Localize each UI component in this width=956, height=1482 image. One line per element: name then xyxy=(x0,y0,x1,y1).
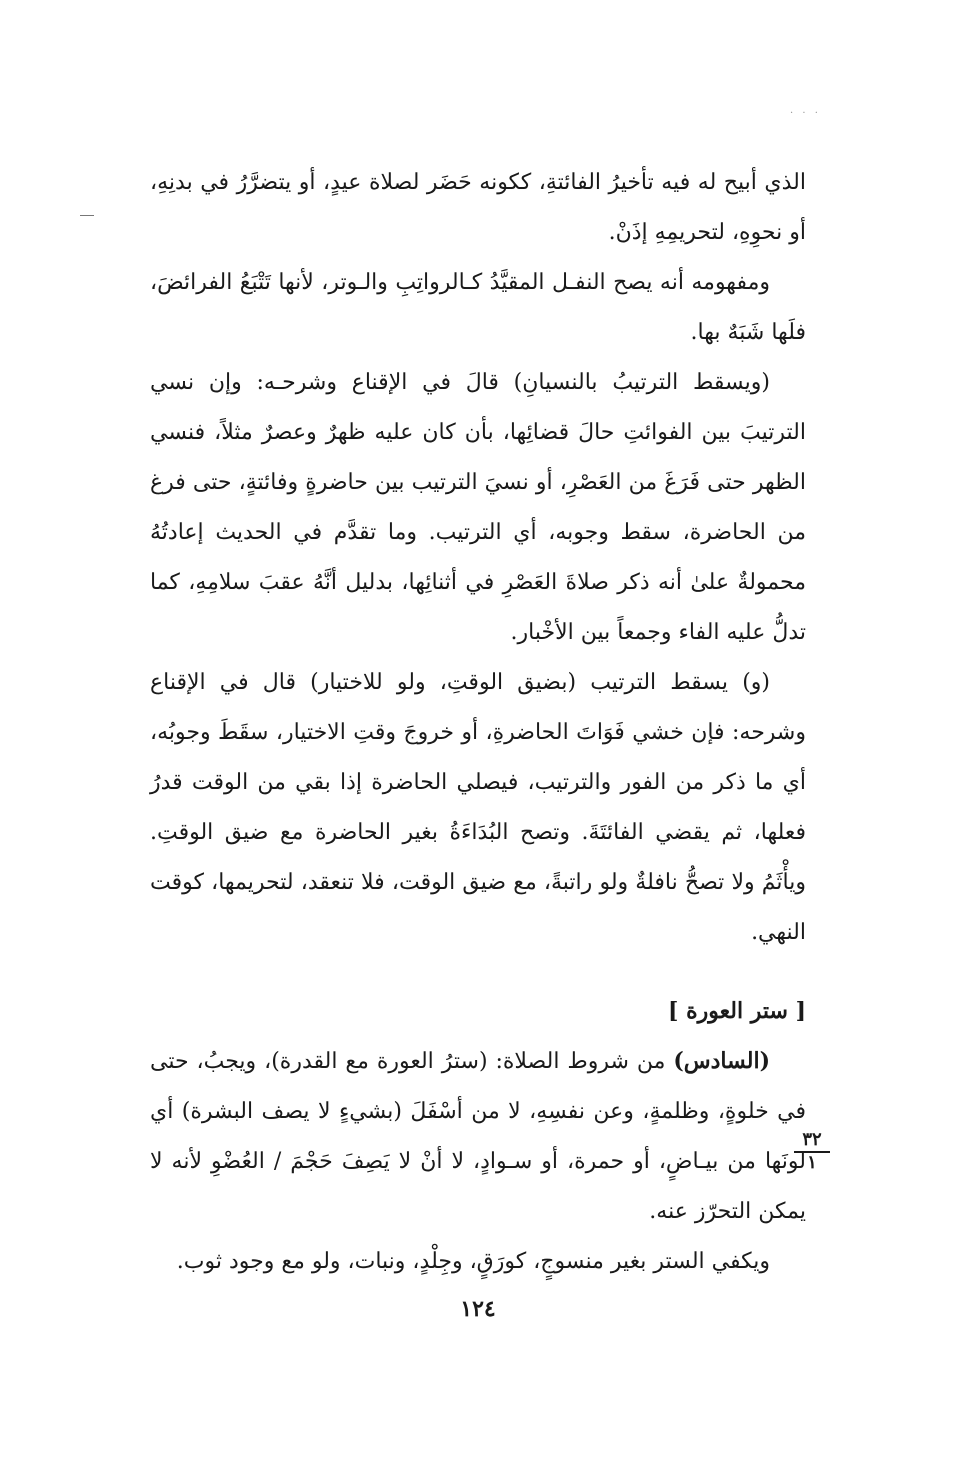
section-paragraph-1-text: من شروط الصلاة: (سترُ العورة مع القدرة)، ويجبُ، حتى في خلوةٍ، وظلمةٍ، وعن نفسِهِ، لا من أسْفَلَ (بشيءٍ لا يصف البشرة) أي لونَها من بيـاضٍ، أو حمرة، أو سـوادٍ، لا أنْ لا يَصِفَ حَجْمَ / العُضْوِ لأنه لا يمكن التحرّز عنه. xyxy=(150,1049,806,1224)
paragraph-2: ومفهومه أنه يصح النفـل المقيَّدُ كـالرواتِبِ والـوتر، لأنها تَتْبَعُ الفرائضَ، فلَها شَبَهٌ بها. xyxy=(150,270,806,345)
paragraph-1: الذي أبيح له فيه تأخيرُ الفائتةِ، ككونه حَضَر لصلاة عيدٍ، أو يتضرَّرُ في بدنِهِ، أو نحوِهِ، لتحريمِهِ إذَنْ. xyxy=(150,170,806,245)
margin-reference-numerator: ٣٢ xyxy=(794,1130,830,1153)
margin-reference-denominator: ١ xyxy=(807,1152,817,1173)
scan-mark: · · · xyxy=(790,108,821,119)
page-number: ١٢٤ xyxy=(460,1296,496,1322)
paragraph-4: (و) يسقط الترتيب (بضيق الوقتِ، ولو للاختيار) قال في الإقناع وشرحه: فإن خشي فَوَاتَ الحاضرةِ، أو خروجَ وقتِ الاختيار، سقَطَ وجوبُه، أي ما ذكر من الفور والترتيب، فيصلي الحاضرة إذا بقي من الوقت قدرُ فعلها، ثم يقضي الفائتَةَ. وتصح البُدَاءَةُ بغير الحاضرة مع ضيق الوقتِ. ويأْثَمُ ولا تصحُّ نافلةٌ ولو راتبةً، مع ضيق الوقت، فلا تنعقد، لتحريمها، كوقت النهي. xyxy=(150,670,806,945)
paragraph-3: (ويسقط الترتيبُ بالنسيانِ) قالَ في الإقناع وشرحـه: وإن نسي الترتيبَ بين الفوائتِ حالَ قضائِها، بأن كان عليه ظهرٌ وعصرٌ مثلاً، فنسي الظهر حتى فَرَغَ من العَصْرِ، أو نسيَ الترتيب بين حاضرةٍ وفائتةٍ، حتى فرغ من الحاضرة، سقط وجوبه، أي الترتيب. وما تقدَّم في الحديث إعادتُهُ محمولةٌ علىٰ أنه ذكر صلاةَ العَصْرِ في أثنائِها، بدليل أنَّهُ عقبَ سلامِهِ، كما تدلُّ عليه الفاء وجمعاً بين الأخْبار. xyxy=(150,370,806,645)
section-heading: [ ستر العورة ] xyxy=(668,998,806,1024)
section-paragraph-2: ويكفي الستر بغير منسوجٍ، كورَقٍ، وجِلْدٍ، ونبات، ولو مع وجود ثوب. xyxy=(176,1249,770,1274)
scan-tick xyxy=(80,215,94,216)
page-body xyxy=(150,158,806,1287)
section-paragraph-1 xyxy=(150,1036,806,1237)
section-ordinal: (السادس) xyxy=(673,1048,770,1074)
margin-folio-reference xyxy=(794,1130,830,1173)
